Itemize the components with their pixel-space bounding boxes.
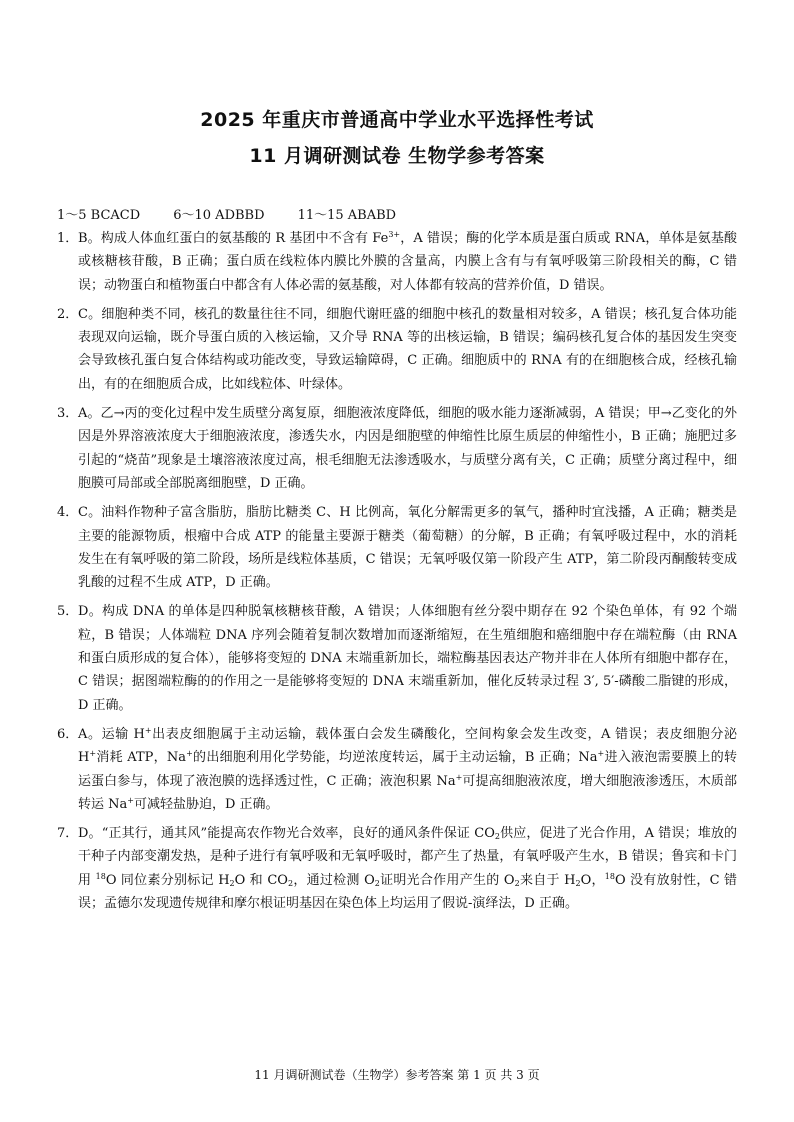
explanation-item (57, 501, 737, 594)
explanation-item (57, 227, 737, 297)
document-title: 2025 年重庆市普通高中学业水平选择性考试 (200, 109, 594, 131)
page-footer: 11 月调研测试卷（生物学）参考答案 第 1 页 共 3 页 (254, 1068, 540, 1082)
item-text: C。油料作物种子富含脂肪，脂肪比糖类 C、H 比例高，氧化分解需更多的氧气，播种时宜浅播，A 正确；糖类是主要的能源物质，根瘤中合成 ATP 的能量主要源于糖类（葡萄糖）的分解，B 正确；有氧呼吸过程中，水的消耗发生在有氧呼吸的第二阶段，场所是线粒体基质，C 错误；无氧呼吸仅第一阶段产生 ATP，第二阶段丙酮酸转变成乳酸的过程不生成 ATP，D 正确。 (78, 505, 737, 591)
item-text: C。细胞种类不同，核孔的数量往往不同，细胞代谢旺盛的细胞中核孔的数量相对较多，A 错误；核孔复合体功能表现双向运输，既介导蛋白质的入核运输，又介导 RNA 等的出核运输，B 错误；编码核孔复合体的基因发生突变会导致核孔蛋白复合体结构或功能改变，导致运输障碍，C 正确。细胞质中的 RNA 有的在细胞核合成，经核孔输出，有的在细胞质合成，比如线粒体、叶绿体。 (78, 306, 737, 392)
explanations-list (57, 227, 737, 921)
explanation-item (57, 600, 737, 716)
item-text: A。运输 H+出表皮细胞属于主动运输，载体蛋白会发生磷酸化，空间构象会发生改变，A 错误；表皮细胞分泌 H+消耗 ATP，Na+的出细胞利用化学势能，均逆浓度转运，属于主动运输，B 正确；Na+进入液泡需要膜上的转运蛋白参与，体现了液泡膜的选择透过性，C 正确；液泡积累 Na+可提高细胞液浓度，增大细胞液渗透压，木质部转运 Na+可减轻盐胁迫，D 正确。 (78, 725, 737, 812)
item-number: 1． (57, 231, 79, 246)
item-text: D。构成 DNA 的单体是四种脱氧核糖核苷酸，A 错误；人体细胞有丝分裂中期存在 92 个染色单体，有 92 个端粒，B 错误；人体端粒 DNA 序列会随着复制次数增加而逐渐缩短，在生殖细胞和癌细胞中存在端粒酶（由 RNA 和蛋白质形成的复合体），能够将变短的 DNA 末端重新加长，端粒酶基因表达产物并非在人体所有细胞中都存在，C 错误；据图端粒酶的的作用之一是能够将变短的 DNA 末端重新加，催化反转录过程 3′, 5′-磷酸二脂键的形成，D 正确。 (78, 604, 737, 713)
item-text: A。乙→丙的变化过程中发生质壁分离复原，细胞液浓度降低，细胞的吸水能力逐渐减弱，A 错误；甲→乙变化的外因是外界溶液浓度大于细胞液浓度，渗透失水，内因是细胞壁的伸缩性比原生质层的伸缩性小，B 正确；施肥过多引起的“烧苗”现象是土壤溶液浓度过高，根毛细胞无法渗透吸水，与质壁分离有关，C 正确；质壁分离过程中，细胞膜可局部或全部脱离细胞壁，D 正确。 (78, 406, 737, 491)
item-number: 3． (57, 406, 79, 422)
item-number: 5． (57, 604, 79, 620)
explanation-item (57, 723, 737, 816)
explanation-item (57, 303, 737, 396)
item-number: 2． (57, 306, 79, 322)
item-number: 4． (57, 505, 79, 521)
explanation-item (57, 402, 737, 495)
item-number: 6． (57, 726, 79, 742)
document-subtitle: 11 月调研测试卷 生物学参考答案 (249, 145, 545, 167)
answer-key-summary: 1～5 BCACD 6～10 ADBBD 11～15 ABABD (57, 208, 397, 223)
explanation-item (57, 822, 737, 915)
item-text: B。构成人体血红蛋白的氨基酸的 R 基团中不含有 $Fe^{3+}$，A 错误；酶的化学本质是蛋白质或 RNA，单体是氨基酸或核糖核苷酸，B 正确；蛋白质在线粒体内膜比外膜的含量高，内膜上含有与有氧呼吸第三阶段相关的酶，C 错误；动物蛋白和植物蛋白中都含有人体必需的氨基酸，对人体都有较高的营养价值，D 错误。 (78, 230, 737, 293)
item-text: D。“正其行，通其风”能提高农作物光合效率，良好的通风条件保证 $CO_2$供应，促进了光合作用，A 错误；堆放的干种子内部变潮发热，是种子进行有氧呼吸和无氧呼吸时，都产生了热量，有氧呼吸产生水，B 错误；鲁宾和卡门用 $^{18}$O 同位素分别标记 $H_2O$ 和 $CO_2$，通过检测 $O_2$证明光合作用产生的 $O_2$来自于 $H_2O$，$^{18}$O 没有放射性，C 错误；孟德尔发现遗传规律和摩尔根证明基因在染色体上均运用了假说-演绎法，D 正确。 (78, 826, 737, 912)
item-number: 7． (57, 826, 79, 842)
